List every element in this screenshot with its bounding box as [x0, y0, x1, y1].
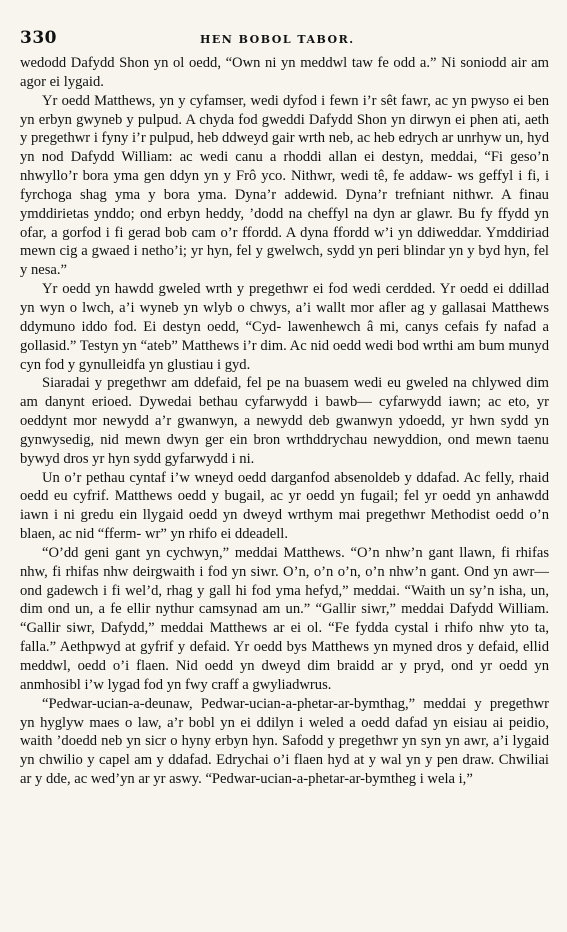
text-line: lygad fod yn fwy craff a gwyliadwrus. — [107, 676, 332, 693]
text-line: cyfarwydd iawn; ac eto, yr oeddynt mor newydd a’r gwanwyn, a — [20, 394, 549, 430]
text-line: ddweyd gair wrth neb, ac heb edrych ar unrhyw un, hyd yn nod Dafydd — [20, 130, 549, 166]
text-line: cam o’r ffordd. A dyna ffordd w’i yn ddiweddar. Ymddiriad mewn cig — [20, 224, 549, 260]
text-line: wr” yn rhifo ei ddeadell. — [144, 526, 288, 543]
text-line: fugail; fel yr oedd yn anhawdd iawn i ni gredu ein llygaid oedd yn — [20, 488, 549, 524]
text-line: fe ellir nythur camsynad am un.” “Gallir siwr,” meddai Dafydd — [110, 601, 499, 618]
text-line: dde, ac wed’yn ar yr aswy. “Pedwar-ucian-a-phetar-ar-bymtheg i wela i,” — [45, 771, 473, 788]
text-line: cystal i rhifo nhw yto ta, falla.” Aethpwyd at gyfrif y defaid. Yr oedd — [20, 620, 549, 656]
text-line: hyn, fel y nesa.” — [20, 243, 549, 279]
text-line: newydd deb gwanwyn ydoedd, yr hwn sydd yn gynwysedig, nid mewn — [20, 413, 549, 448]
text-line: a gwaed i netho’i; yr hyn, fel y gwelwch, sydd yn peri blindar yn y byd — [81, 243, 505, 260]
text-line: bys Matthews yn myned dros y defaid, ellid meddwl, oedd o’i flaen. — [20, 639, 549, 674]
text-line: oedd ei ddillad yn wyn o lwch, a’i wyneb yn wlyb o chwys, a’i wallt mor — [20, 281, 550, 316]
text-line: y gynulleidfa yn glustiau i gyd. — [67, 356, 251, 373]
text-line: Un o’r pethau cyntaf i’w wneyd oedd darganfod absenoldeb y ddafad. — [42, 469, 464, 486]
text-line: na cheffyl na dyn ar glawr. Bu fy ffydd yn ofar, a gorfod i fi gerad bob — [20, 205, 549, 241]
page-number: 330 — [20, 28, 57, 48]
text-line: “Pedwar-ucian-a-deunaw, Pedwar-ucian-a-phetar-ar-bymthag,” meddai — [42, 695, 475, 712]
text-line: trefniant nithwr. A finau ymddirietas ynddo; ond erbyn heddy, ’dodd — [20, 186, 549, 222]
text-line: dros yr hyn sydd gyfarwydd i ni. — [63, 450, 255, 467]
text-line: chlywed dim am danynt erioed. Dywedai bethau cyfarwydd i bawb— — [20, 375, 549, 411]
text-line: Matthews i’r dim. Ac nid oedd wedi bod wrthi am bum munyd cyn fod — [20, 337, 549, 373]
running-title: HEN BOBOL TABOR. — [200, 33, 355, 46]
paragraph — [20, 54, 549, 92]
paragraph — [20, 544, 549, 695]
body-text — [20, 54, 549, 789]
paragraph — [20, 92, 549, 280]
text-line: Safodd y pregethwr yn syn yn awr, a’i lygaid yn chwilio y capel am y — [20, 733, 549, 769]
paragraph — [20, 280, 549, 374]
text-line: Yr oedd Matthews, yn y cyfamser, wedi dyfod i fewn i’r sêt fawr, ac — [42, 92, 453, 109]
text-line: afler ag y gallasai Matthews ddymuno iddo fod. Ei destyn oedd, “Cyd- — [20, 299, 549, 335]
text-line: Siaradai y pregethwr am ddefaid, fel pe na buasem wedi eu gweled na — [42, 375, 472, 392]
text-line: Shon yn dirwyn ei phen ati, aeth y pregethwr i fyny i’r pulpud, heb — [20, 111, 550, 147]
paragraph — [20, 374, 549, 468]
text-line: hi fod yma hefyd,” meddai. “Waith un sy’n isha, un, dim ond un, a — [20, 582, 549, 618]
text-line: llawn, fi rhifas nhw, fi rhifas nhw deirgwaith i fod yn siwr. O’n, o’n — [20, 544, 549, 580]
text-line: Ni soniodd air am agor ei lygaid. — [20, 55, 550, 90]
running-head — [20, 28, 549, 48]
text-line: nhwyllo’r bora yma gen ddyn yn y Frô yco. Nithwr, wedi tê, fe addaw- — [20, 168, 458, 185]
text-line: lawenhewch â mi, canys cefais fy nafad a gollasid.” Testyn yn “ateb” — [20, 318, 549, 354]
text-line: dwyn ger ein bron wrthddrychau newyddion, ond mewn taenu bywyd — [20, 431, 549, 467]
text-line: o’n, o’n nhw’n gant. Ond yn awr—ond gadewch i fi wel’d, rhag y gall — [20, 563, 549, 599]
text-line: ddafad. Edrychai o’i flaen hyd at y wal yn y pen draw. Chwiliai ar y — [20, 752, 549, 788]
text-line: William. “Gallir siwr, Dafydd,” meddai Matthews ar ei ol. “Fe fydda — [20, 601, 549, 637]
paragraph — [20, 695, 549, 789]
text-line: William: ac wedi canu a rhoddi allan ei destyn, meddai, “Fi geso’n — [121, 149, 549, 166]
text-line: Yr oedd yn hawdd gweled wrth y pregethwr ei fod wedi cerdded. Yr — [42, 281, 460, 298]
paragraph — [20, 469, 549, 544]
text-line: “O’dd geni gant yn cychwyn,” meddai Matthews. “O’n nhw’n gant — [42, 544, 460, 561]
text-line: wedodd Dafydd Shon yn ol oedd, “Own ni yn meddwl taw fe odd a.” — [20, 55, 442, 71]
text-line: Nid oedd yn dweyd dim braidd ar y pryd, ond yr oedd yn anmhosibl i’w — [20, 658, 550, 693]
text-line: dafad yn eisiau ai peidio, waith ’doedd neb yn sicr o hyny erbyn hyn. — [20, 714, 549, 750]
text-line: Ac felly, rhaid oedd eu cyfrif. Matthews oedd y bugail, ac yr oedd yn — [20, 469, 549, 505]
text-line: ws geffyl i fi, i fyrchoga shag yma y bora yma. Dyna’r addewid. Dyna’r — [20, 168, 549, 203]
text-line: yn pwyso ei ben yn erbyn gwyneb y pulpud. A chyda fod gweddi Dafydd — [20, 92, 549, 128]
text-line: y pregethwr yn hyglyw maes o law, a’r bobl yn ei ddilyn i weled a oedd — [20, 695, 549, 731]
text-line: dweyd wrthym mai pregethwr Methodist oedd o’n blaen, ac nid “fferm- — [20, 507, 549, 543]
